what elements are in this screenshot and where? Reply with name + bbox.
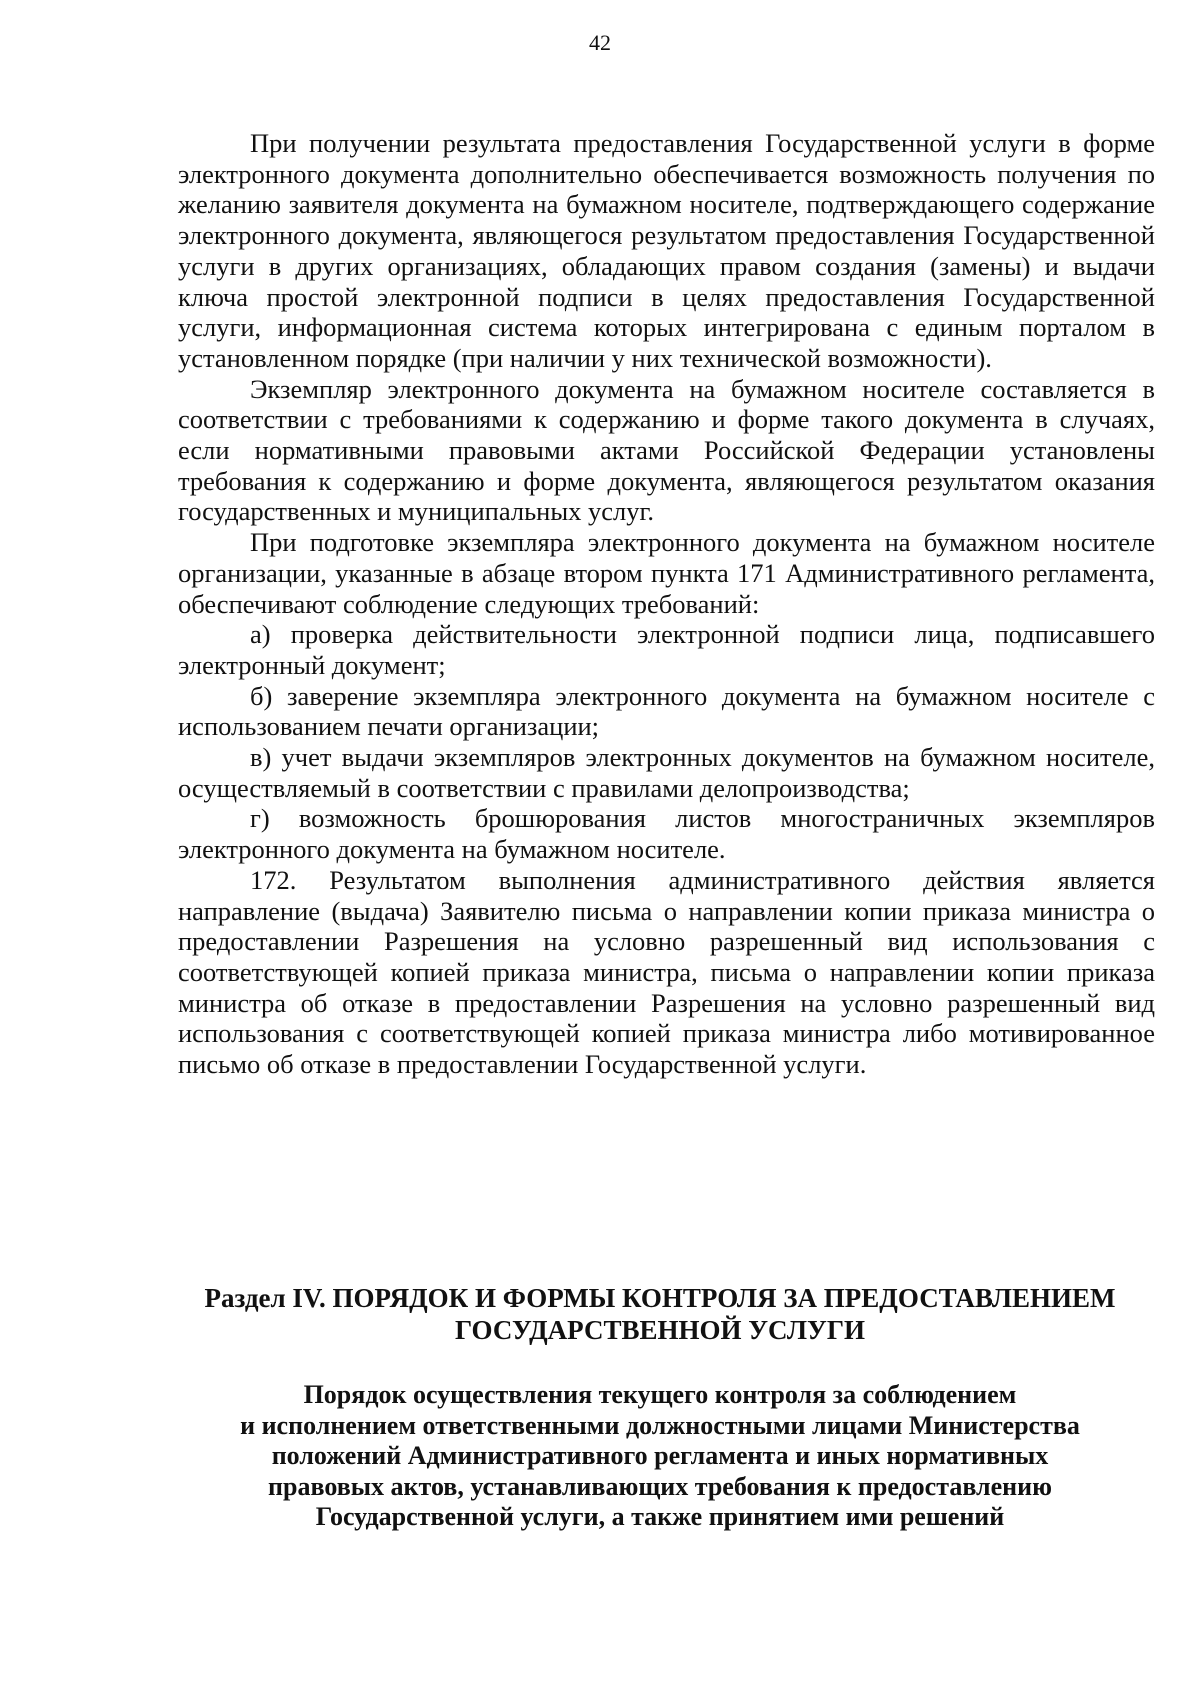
paragraph-172: 172. Результатом выполнения административного действия является направление (выдача) Заявителю письма о направлении копии приказа министра о предоставлении Разрешения на условно разрешенный вид использования с соответствующей копией приказа министра, письма о направлении копии приказа министра об отказе в предоставлении Разрешения на условно разрешенный вид использования с соответствующей копией приказа министра либо мотивированное письмо об отказе в предоставлении Государственной услуги. [178,864,1155,1080]
section-title-line: ГОСУДАРСТВЕННОЙ УСЛУГИ [455,1315,865,1345]
subsection-title-line: и исполнением ответственными должностными лицами Министерства [240,1410,1080,1440]
subsection-title-line: Государственной услуги, а также принятием ими решений [315,1502,1005,1531]
list-item-b: б) заверение экземпляра электронного документа на бумажном носителе с использованием печати организации; [178,680,1155,742]
section-title-line: Раздел IV. ПОРЯДОК И ФОРМЫ КОНТРОЛЯ ЗА ПРЕДОСТАВЛЕНИЕМ [204,1283,1116,1313]
subsection-title-line: положений Административного регламента и иных нормативных [271,1441,1049,1470]
paragraph-paper-copy-requirements: Экземпляр электронного документа на бумажном носителе составляется в соответствии с требованиями к содержанию и форме такого документа в случаях, если нормативными правовыми актами Российской Федерации установлены требования к содержанию и форме документа, являющегося результатом оказания государственных и муниципальных услуг. [178,373,1155,527]
page-number: 42 [589,30,611,55]
paragraph-electronic-result: При получении результата предоставления Государственной услуги в форме электронного документа дополнительно обеспечивается возможность получения по желанию заявителя документа на бумажном носителе, подтверждающего содержание электронного документа, являющегося результатом предоставления Государственной услуги в других организациях, обладающих правом создания (замены) и выдачи ключа простой электронной подписи в целях предоставления Государственной услуги, информационная система которых интегрирована с единым порталом в установленном порядке (при наличии у них технической возможности). [178,128,1155,373]
subsection-title-line: Порядок осуществления текущего контроля за соблюдением [303,1380,1017,1409]
paragraph-preparation-intro: При подготовке экземпляра электронного документа на бумажном носителе организации, указанные в абзаце втором пункта 171 Административного регламента, обеспечивают соблюдение следующих требований: [178,527,1155,619]
document-body [178,128,1155,1080]
list-item-g: г) возможность брошюрования листов многостраничных экземпляров электронного документа на бумажном носителе. [178,803,1155,865]
list-item-a: а) проверка действительности электронной подписи лица, подписавшего электронный документ; [178,619,1155,680]
subsection-title-line: правовых актов, устанавливающих требования к предоставлению [268,1471,1052,1501]
section-title [160,1282,1160,1346]
list-item-v: в) учет выдачи экземпляров электронных документов на бумажном носителе, осуществляемый в соответствии с правилами делопроизводства; [178,742,1155,803]
subsection-title [160,1380,1160,1533]
